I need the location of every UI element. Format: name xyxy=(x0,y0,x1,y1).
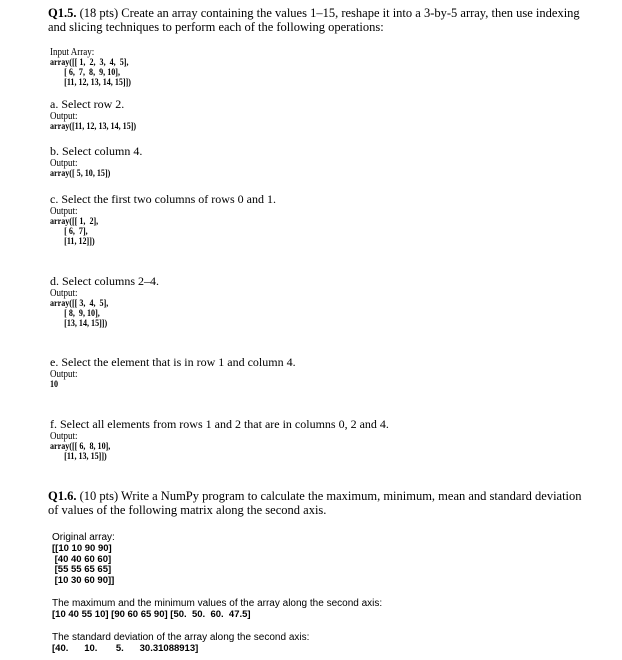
maxmin-label: The maximum and the minimum values of the array along the second axis: xyxy=(52,598,383,609)
original-array-block xyxy=(52,544,114,586)
original-array-label: Original array: xyxy=(52,532,115,543)
code-line: [[10 10 90 90] xyxy=(52,543,112,554)
q15-number: Q1.5. xyxy=(48,6,77,20)
q16-prompt xyxy=(48,489,588,517)
code-line: [ 6, 7, 8, 9, 10], xyxy=(50,68,120,78)
input-array-block xyxy=(50,58,131,88)
task-c-output xyxy=(50,217,98,247)
code-line: [55 55 65 65] xyxy=(52,564,112,575)
code-line: [10 30 60 90]] xyxy=(52,574,115,586)
std-values: [40. 10. 5. 30.31088913] xyxy=(52,643,199,654)
task-c-output-label: Output: xyxy=(50,206,78,217)
q16-text: (10 pts) Write a NumPy program to calculate the maximum, minimum, mean and standard deviation of values of the following matrix along the second axis. xyxy=(48,489,582,517)
task-f-output xyxy=(50,442,110,462)
task-f-title: f. Select all elements from rows 1 and 2 that are in columns 0, 2 and 4. xyxy=(50,417,389,431)
task-c-title: c. Select the first two columns of rows 0 and 1. xyxy=(50,192,276,206)
task-f-output-label: Output: xyxy=(50,431,78,442)
q15-prompt xyxy=(48,6,588,34)
task-e-title: e. Select the element that is in row 1 and column 4. xyxy=(50,355,296,369)
code-line: array([11, 12, 13, 14, 15]) xyxy=(50,122,137,132)
std-label: The standard deviation of the array along the second axis: xyxy=(52,632,310,643)
code-line: array([[ 6, 8, 10], xyxy=(50,442,111,452)
task-a-title: a. Select row 2. xyxy=(50,97,125,111)
code-line: array([[ 3, 4, 5], xyxy=(50,299,109,309)
code-line: array([[ 1, 2], xyxy=(50,217,99,227)
task-b-output-label: Output: xyxy=(50,158,78,169)
maxmin-values: [10 40 55 10] [90 60 65 90] [50. 50. 60. 47.5] xyxy=(52,609,251,620)
code-line: [ 8, 9, 10], xyxy=(50,309,100,319)
code-line: array([[ 1, 2, 3, 4, 5], xyxy=(50,58,129,68)
code-line: array([ 5, 10, 15]) xyxy=(50,169,111,179)
task-d-output-label: Output: xyxy=(50,288,78,299)
code-line: [ 6, 7], xyxy=(50,227,88,237)
task-e-output xyxy=(50,380,58,390)
task-b-output xyxy=(50,169,110,179)
q16-number: Q1.6. xyxy=(48,489,77,503)
code-line: [11, 12]]) xyxy=(50,237,95,247)
task-a-output-label: Output: xyxy=(50,111,78,122)
code-line: [40 40 60 60] xyxy=(52,553,112,565)
code-line: 10 xyxy=(50,380,59,390)
task-b-title: b. Select column 4. xyxy=(50,144,143,158)
q15-text: (18 pts) Create an array containing the values 1–15, reshape it into a 3-by-5 array, then use indexing and slicing techniques to perform each of the following operations: xyxy=(48,6,580,34)
task-d-title: d. Select columns 2–4. xyxy=(50,274,159,288)
code-line: [13, 14, 15]]) xyxy=(50,319,108,329)
code-line: [11, 12, 13, 14, 15]]) xyxy=(50,78,131,88)
task-e-output-label: Output: xyxy=(50,369,78,380)
task-d-output xyxy=(50,299,108,329)
task-a-output xyxy=(50,122,136,132)
input-array-label: Input Array: xyxy=(50,47,95,58)
code-line: [11, 13, 15]]) xyxy=(50,452,107,462)
